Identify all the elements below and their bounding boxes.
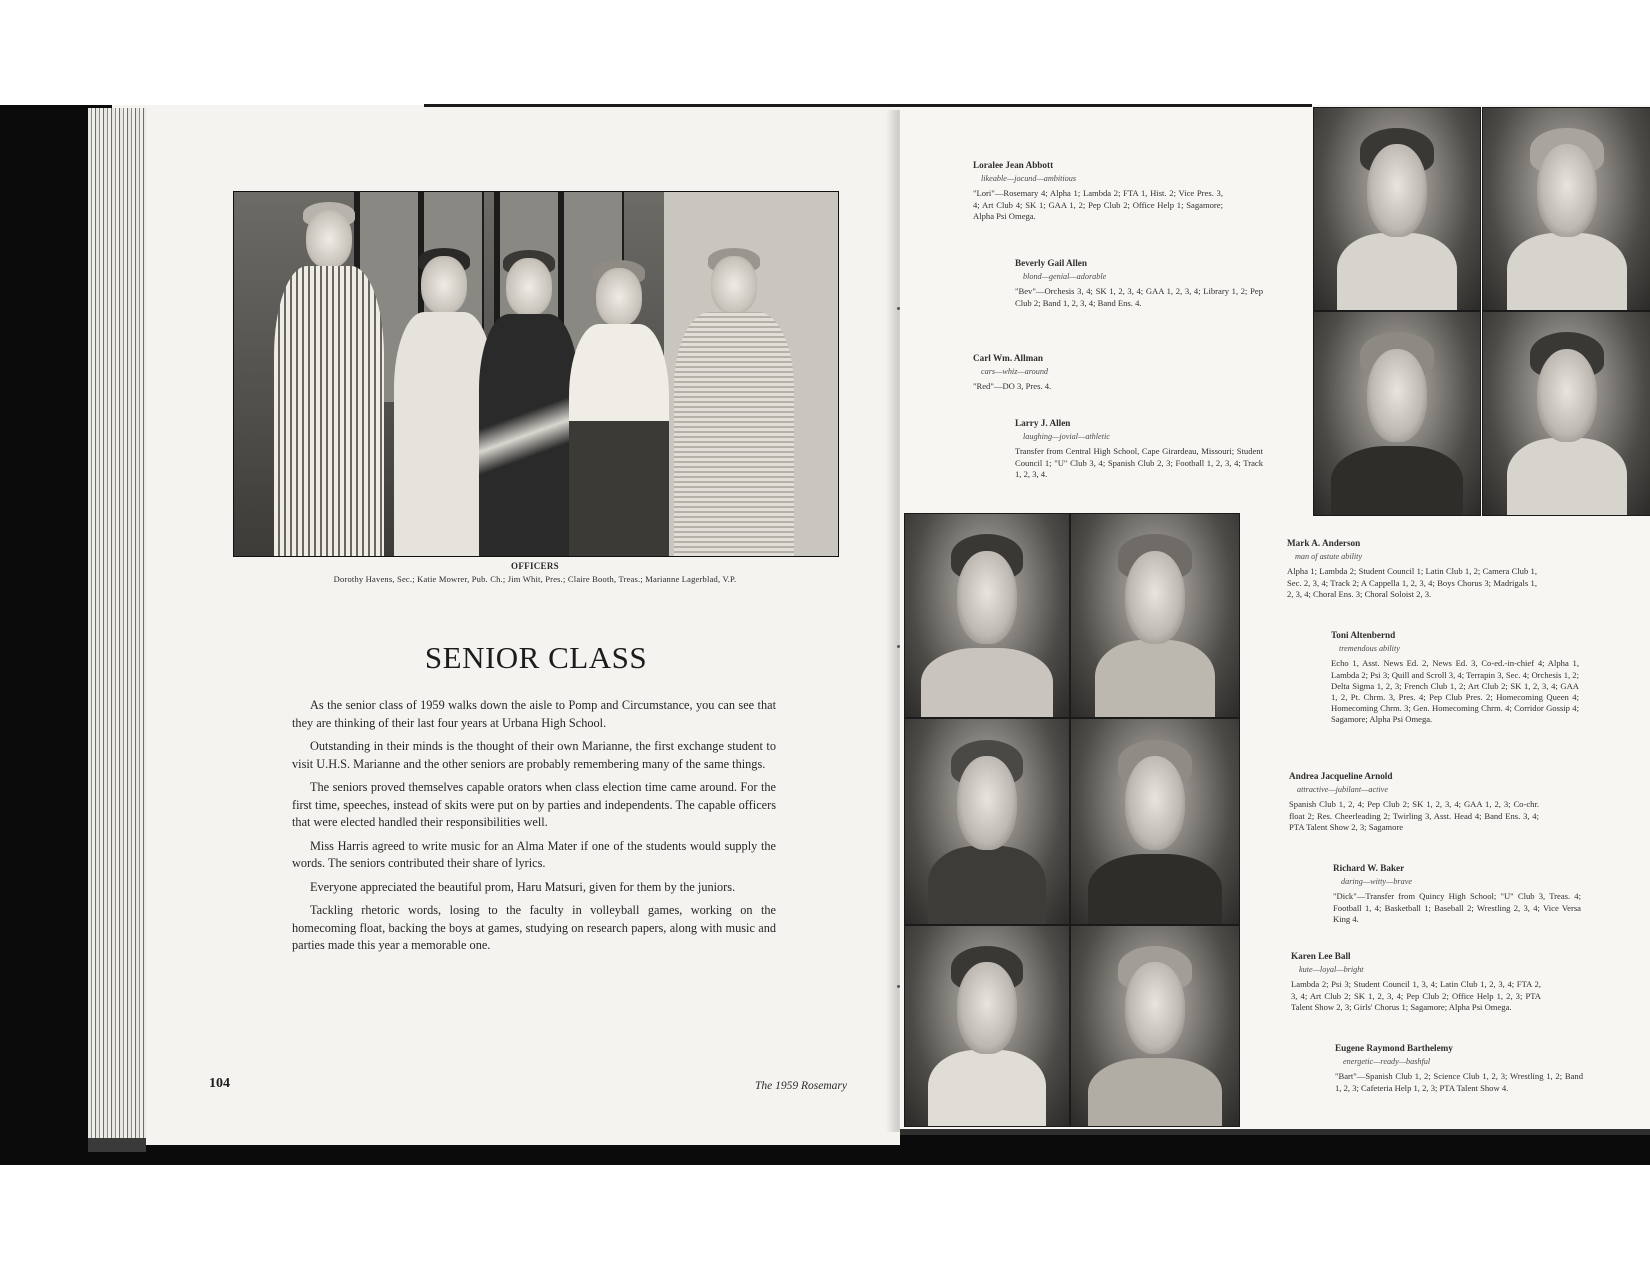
footer-book-title: The 1959 Rosemary — [755, 1080, 847, 1092]
senior-entry — [1287, 538, 1537, 600]
senior-traits: tremendous ability — [1339, 644, 1400, 654]
senior-name: Beverly Gail Allen — [1015, 258, 1087, 268]
bottom-black-margin-right — [900, 1135, 1650, 1165]
senior-name: Richard W. Baker — [1333, 863, 1405, 873]
senior-name: Eugene Raymond Barthelemy — [1335, 1043, 1453, 1053]
portrait-photo — [1313, 311, 1481, 516]
officers-group-photo — [233, 191, 839, 557]
portrait-photo — [1070, 718, 1240, 925]
senior-activities: "Lori"—Rosemary 4; Alpha 1; Lambda 2; FTA 1, Hist. 2; Vice Pres. 3, 4; Art Club 4; SK 1; GAA 1, 2; Pep Club 2; Office Help 1; Sagamore; Alpha Psi Omega. — [973, 188, 1223, 221]
senior-name: Andrea Jacqueline Arnold — [1289, 771, 1393, 781]
article-paragraph: The seniors proved themselves capable orators when class election time came around. For the first time, speeches, instead of skits were put on by parties and independents. The capable officers that were elected handled their responsibilities well. — [292, 780, 776, 829]
senior-traits: attractive—jubilant—active — [1297, 785, 1388, 795]
senior-entry — [1289, 771, 1539, 833]
senior-traits: cars—whiz—around — [981, 367, 1049, 377]
senior-activities: Alpha 1; Lambda 2; Student Council 1; Latin Club 1, 2; Camera Club 1, Sec. 2, 3, 4; Track 2; A Cappella 1, 2, 3, 4; Boys Chorus 3; Madrigals 1, 2, 3, 4; Choral Ens. 3; Choral Soloist 2, 3. — [1287, 566, 1537, 599]
portrait-photo — [904, 718, 1070, 925]
portrait-photo — [1313, 107, 1481, 311]
portrait-photo — [904, 925, 1070, 1127]
officers-caption-names: Dorothy Havens, Sec.; Katie Mowrer, Pub. Ch.; Jim Whit, Pres.; Claire Booth, Treas.; Marianne Lagerblad, V.P. — [333, 574, 737, 584]
senior-entry — [1015, 258, 1263, 309]
senior-name: Toni Altenbernd — [1331, 630, 1396, 640]
senior-traits: daring—witty—brave — [1341, 877, 1412, 887]
senior-activities: "Red"—DO 3, Pres. 4. — [973, 381, 1052, 392]
senior-class-article — [292, 697, 776, 961]
senior-name: Carl Wm. Allman — [973, 353, 1044, 363]
portrait-photo — [904, 513, 1070, 718]
officer-figure-3 — [479, 258, 579, 557]
senior-activities: "Bart"—Spanish Club 1, 2; Science Club 1, 2, 3; Wrestling 1, 2; Band 1, 2, 3; Cafeteria Help 1, 2, 3; PTA Talent Show 4. — [1335, 1071, 1583, 1093]
senior-activities: Spanish Club 1, 2, 4; Pep Club 2; SK 1, 2, 3, 4; GAA 1, 2, 3; Co-chr. float 2; Res. Cheerleading 2; Twirling 3, Asst. Head 4; Band Ens. 3, 4; PTA Talent Show 2, 3; Sagamore — [1289, 799, 1539, 832]
senior-name: Mark A. Anderson — [1287, 538, 1361, 548]
senior-class-heading: SENIOR CLASS — [424, 640, 648, 675]
senior-activities: Lambda 2; Psi 3; Student Council 1, 3, 4; Latin Club 1, 2, 3, 4; FTA 2, 3, 4; Art Club 2; SK 1, 2, 3, 4; Pep Club 2; Office Help 1, 2, 3; PTA Talent Show 2, 3; Girls' Chorus 1; Sagamore; Alpha Psi Omega. — [1291, 979, 1541, 1012]
top-edge-left — [424, 104, 904, 107]
scan-speck — [897, 985, 900, 988]
portrait-photo — [1482, 107, 1650, 311]
officer-figure-4 — [569, 268, 669, 557]
senior-name: Karen Lee Ball — [1291, 951, 1351, 961]
senior-entry — [1331, 630, 1579, 726]
page-edges-stack — [88, 108, 146, 1152]
senior-name: Loralee Jean Abbott — [973, 160, 1054, 170]
senior-entry — [973, 353, 1223, 393]
senior-name: Larry J. Allen — [1015, 418, 1071, 428]
article-paragraph: Miss Harris agreed to write music for an Alma Mater if one of the students would supply the words. The seniors contributed their share of lyrics. — [292, 838, 776, 870]
senior-activities: "Dick"—Transfer from Quincy High School; "U" Club 3, Treas. 4; Football 1, 4; Basketball 1; Baseball 2; Wrestling 2, 3, 4; Vice Versa King 4. — [1333, 891, 1581, 924]
senior-traits: blond—genial—adorable — [1023, 272, 1107, 282]
senior-traits: man of astute ability — [1295, 552, 1363, 562]
senior-activities: Transfer from Central High School, Cape Girardeau, Missouri; Student Council 1; "U" Club 3, 4; Spanish Club 2, 3; Football 1, 2, 3, 4; Track 1, 2, 3, 4. — [1015, 446, 1263, 479]
article-paragraph: As the senior class of 1959 walks down the aisle to Pomp and Circumstance, you can see that they are thinking of their last four years at Urbana High School. — [292, 698, 776, 730]
portrait-photo — [1070, 925, 1240, 1127]
officers-caption-title: OFFICERS — [511, 561, 559, 571]
senior-traits: kute—loyal—bright — [1299, 965, 1364, 975]
senior-activities: "Bev"—Orchesis 3, 4; SK 1, 2, 3, 4; GAA 1, 2, 3, 4; Library 1, 2; Pep Club 2; Band 1, 2, 3, 4; Band Ens. 4. — [1015, 286, 1263, 308]
senior-entry — [1291, 951, 1541, 1013]
senior-entry — [1015, 418, 1263, 480]
page-number: 104 — [209, 1076, 230, 1091]
article-paragraph: Outstanding in their minds is the thought of their own Marianne, the first exchange student to visit U.H.S. Marianne and the other seniors are probably remembering many of the same things. — [292, 739, 776, 771]
article-paragraph: Everyone appreciated the beautiful prom, Haru Matsuri, given for them by the juniors. — [310, 879, 736, 894]
officer-figure-1 — [274, 210, 384, 557]
portrait-photo — [1482, 311, 1650, 516]
senior-activities: Echo 1, Asst. News Ed. 2, News Ed. 3, Co-ed.-in-chief 4; Alpha 1, Lambda 2; Psi 3; Quill and Scroll 3, 4; Terrapin 3, Sec. 4; Orchesis 1, 2; Delta Sigma 1, 2, 3; French Club 1, 2; Art Club 2; SK 1, 2, 3, 4; GAA 1, 2, Pt. Chrm. 3, Pres. 4; Pep Club Pres. 2; Homecoming Queen 4; Homecoming Chrm. 3; Gen. Homecoming Chrm. 4; Corridor Gossip 4; Sagamore; Alpha Psi Omega. — [1331, 658, 1579, 725]
senior-traits: likeable—jocund—ambitious — [981, 174, 1077, 184]
article-paragraph: Tackling rhetoric words, losing to the faculty in volleyball games, working on the homecoming float, backing the boys at games, studying on research papers, along with music and parties made this year a memorable one. — [292, 903, 776, 952]
senior-traits: energetic—ready—bashful — [1343, 1057, 1431, 1067]
senior-entry — [1335, 1043, 1583, 1094]
portrait-photo — [1070, 513, 1240, 718]
officer-figure-5 — [674, 256, 794, 557]
senior-traits: laughing—jovial—athletic — [1023, 432, 1110, 442]
scan-speck — [897, 645, 900, 648]
senior-entry — [973, 160, 1223, 222]
senior-entry — [1333, 863, 1581, 925]
top-edge-right — [900, 104, 1312, 107]
scan-speck — [897, 307, 900, 310]
